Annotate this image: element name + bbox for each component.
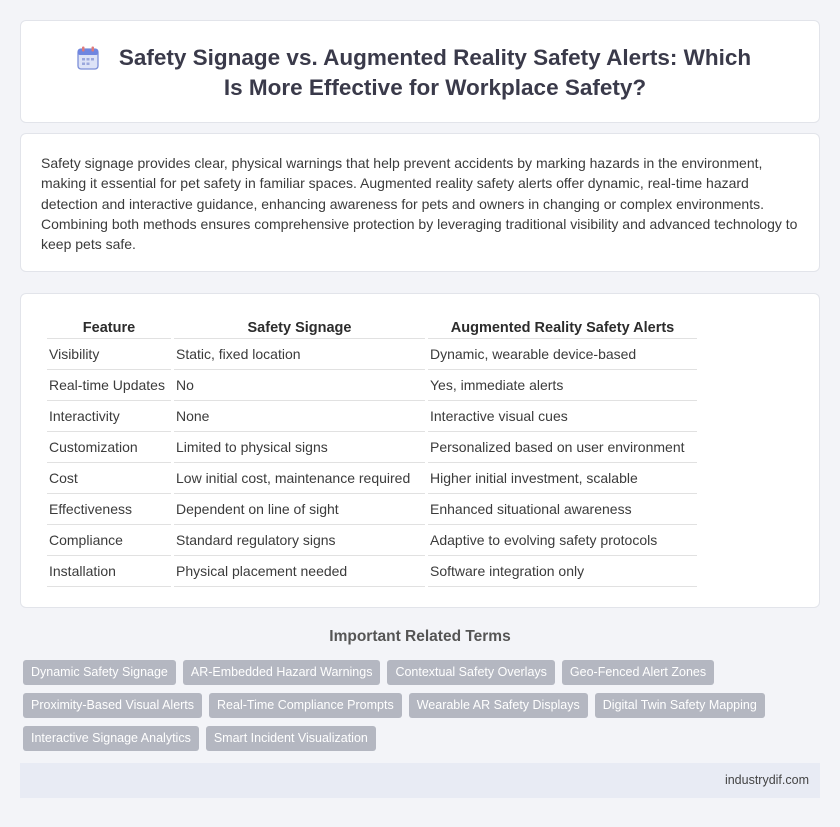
- related-terms-tags: [23, 660, 783, 759]
- cell-feature: Cost: [47, 463, 171, 494]
- tag-dynamic-safety-signage[interactable]: Dynamic Safety Signage: [23, 660, 176, 685]
- tag-interactive-signage-analytics[interactable]: Interactive Signage Analytics: [23, 726, 199, 751]
- cell-signage: Static, fixed location: [174, 339, 425, 370]
- table-row: [47, 432, 697, 463]
- intro-paragraph: Safety signage provides clear, physical warnings that help prevent accidents by marking hazards in the environment, making it essential for pet safety in familiar spaces. Augmented reality safety alerts offer dynamic, real-time hazard detection and interactive guidance, enhancing awareness for pets and owners in changing or complex environments. Combining both methods ensures comprehensive protection by leveraging traditional visibility and advanced technology to keep pets safe.: [41, 155, 798, 253]
- table-row: [47, 339, 697, 370]
- cell-ar: Dynamic, wearable device-based: [428, 339, 697, 370]
- cell-ar: Enhanced situational awareness: [428, 494, 697, 525]
- title-card: [20, 20, 820, 123]
- cell-signage: No: [174, 370, 425, 401]
- cell-feature: Effectiveness: [47, 494, 171, 525]
- cell-ar: Yes, immediate alerts: [428, 370, 697, 401]
- tag-real-time-compliance-prompts[interactable]: Real-Time Compliance Prompts: [209, 693, 402, 718]
- cell-ar: Personalized based on user environment: [428, 432, 697, 463]
- cell-signage: Physical placement needed: [174, 556, 425, 587]
- footer-site[interactable]: industrydif.com: [724, 773, 809, 787]
- table-row: [47, 401, 697, 432]
- comparison-table: [44, 318, 700, 587]
- table-row: [47, 494, 697, 525]
- header-safety-signage: Safety Signage: [174, 318, 425, 339]
- tag-contextual-safety-overlays[interactable]: Contextual Safety Overlays: [387, 660, 554, 685]
- cell-signage: Low initial cost, maintenance required: [174, 463, 425, 494]
- table-row: [47, 463, 697, 494]
- table-row: [47, 525, 697, 556]
- tag-ar-embedded-hazard-warnings[interactable]: AR-Embedded Hazard Warnings: [183, 660, 381, 685]
- tag-geo-fenced-alert-zones[interactable]: Geo-Fenced Alert Zones: [562, 660, 714, 685]
- related-terms-heading: Important Related Terms: [329, 628, 511, 645]
- comparison-card: [20, 293, 820, 608]
- cell-feature: Visibility: [47, 339, 171, 370]
- cell-ar: Higher initial investment, scalable: [428, 463, 697, 494]
- tag-digital-twin-safety-mapping[interactable]: Digital Twin Safety Mapping: [595, 693, 765, 718]
- cell-feature: Customization: [47, 432, 171, 463]
- tag-proximity-based-visual-alerts[interactable]: Proximity-Based Visual Alerts: [23, 693, 202, 718]
- cell-signage: None: [174, 401, 425, 432]
- table-row: [47, 370, 697, 401]
- cell-ar: Software integration only: [428, 556, 697, 587]
- tag-smart-incident-visualization[interactable]: Smart Incident Visualization: [206, 726, 376, 751]
- cell-ar: Interactive visual cues: [428, 401, 697, 432]
- cell-ar: Adaptive to evolving safety protocols: [428, 525, 697, 556]
- cell-signage: Limited to physical signs: [174, 432, 425, 463]
- cell-feature: Real-time Updates: [47, 370, 171, 401]
- tag-wearable-ar-safety-displays[interactable]: Wearable AR Safety Displays: [409, 693, 588, 718]
- cell-feature: Compliance: [47, 525, 171, 556]
- cell-feature: Interactivity: [47, 401, 171, 432]
- cell-signage: Standard regulatory signs: [174, 525, 425, 556]
- cell-signage: Dependent on line of sight: [174, 494, 425, 525]
- table-row: [47, 556, 697, 587]
- cell-feature: Installation: [47, 556, 171, 587]
- header-ar-alerts: Augmented Reality Safety Alerts: [428, 318, 697, 339]
- table-header-row: [47, 318, 697, 339]
- header-feature: Feature: [47, 318, 171, 339]
- page-title: Safety Signage vs. Augmented Reality Safety Alerts: Which Is More Effective for Workplace Safety?: [118, 45, 752, 100]
- footer: [20, 763, 820, 798]
- intro-card: [20, 133, 820, 272]
